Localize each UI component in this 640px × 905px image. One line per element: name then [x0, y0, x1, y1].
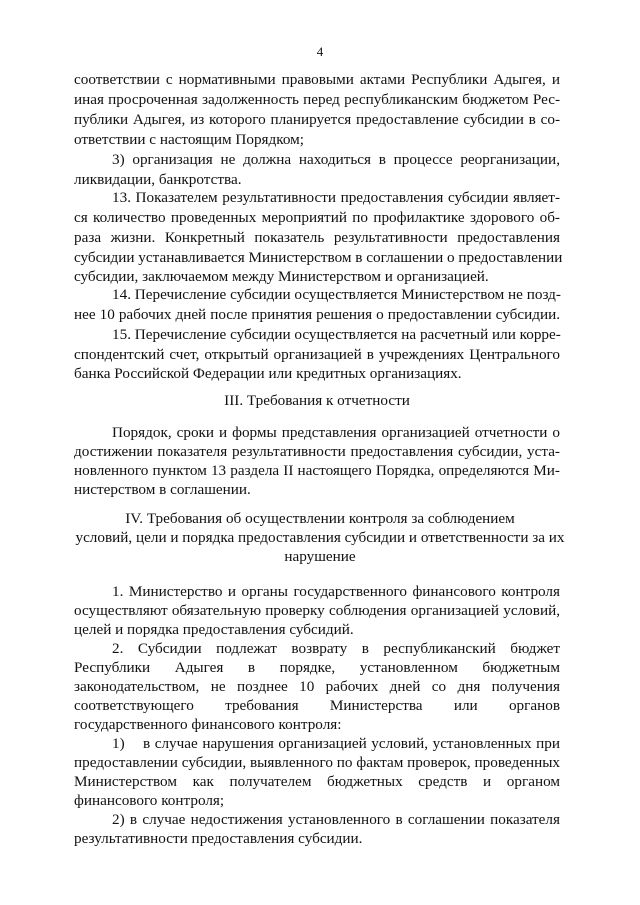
text-line: 1) в случае нарушения организацией условий, установленных при	[112, 735, 560, 752]
text-line: предоставлении субсидии, выявленного по фактам проверок, проведенных	[74, 754, 560, 771]
text-line: иная просроченная задолженность перед республиканским бюджетом Рес-	[74, 91, 560, 108]
text-line: 2. Субсидии подлежат возврату в республиканский бюджет	[112, 640, 560, 657]
text-line: 1. Министерство и органы государственного финансового контроля	[112, 583, 560, 600]
text-line: банка Российской Федерации или кредитных организациях.	[74, 365, 462, 382]
section-heading: IV. Требования об осуществлении контроля за соблюдением	[125, 510, 515, 527]
text-line: нистерством в соглашении.	[74, 481, 251, 498]
text-line: 3) организация не должна находиться в процессе реорганизации,	[112, 151, 560, 168]
text-line: государственного финансового контроля:	[74, 716, 342, 733]
text-line: достижении показателя результативности предоставления субсидии, уста-	[74, 443, 560, 460]
text-line: субсидии, заключаемом между Министерством и организацией.	[74, 268, 489, 285]
text-line: осуществляют обязательную проверку соблюдения организацией условий,	[74, 602, 560, 619]
text-line: Порядок, сроки и формы представления организацией отчетности о	[112, 424, 560, 441]
text-line: соответствующего требования Министерства или органов	[74, 697, 560, 714]
text-line: новленного пунктом 13 раздела II настоящего Порядка, определяются Ми-	[74, 462, 560, 479]
text-line: нее 10 рабочих дней после принятия решения о предоставлении субсидии.	[74, 306, 560, 323]
text-line: ся количество проведенных мероприятий по профилактике здорового об-	[74, 209, 560, 226]
text-line: ответствии с настоящим Порядком;	[74, 131, 304, 148]
text-line: Министерством как получателем бюджетных средств и органом	[74, 773, 560, 790]
text-line: результативности предоставления субсидии.	[74, 830, 363, 847]
text-line: финансового контроля;	[74, 792, 225, 809]
text-line: законодательством, не позднее 10 рабочих дней со дня получения	[74, 678, 560, 695]
text-line: субсидии устанавливается Министерством в соглашении о предоставлении	[74, 249, 563, 266]
text-line: соответствии с нормативными правовыми актами Республики Адыгея, и	[74, 71, 560, 88]
text-line: 14. Перечисление субсидии осуществляется Министерством не позд-	[112, 286, 561, 303]
text-line: раза жизни. Конкретный показатель результативности предоставления	[74, 229, 560, 246]
text-line: Республики Адыгея в порядке, установленном бюджетным	[74, 659, 560, 676]
text-line: публики Адыгея, из которого планируется предоставление субсидии в со-	[74, 111, 560, 128]
text-line: целей и порядка предоставления субсидий.	[74, 621, 354, 638]
text-line: 13. Показателем результативности предоставления субсидии являет-	[112, 189, 560, 206]
text-line: спондентский счет, открытый организацией в учреждениях Центрального	[74, 346, 560, 363]
text-line: 2) в случае недостижения установленного в соглашении показателя	[112, 811, 560, 828]
section-heading: III. Требования к отчетности	[224, 392, 410, 409]
text-line: ликвидации, банкротства.	[74, 171, 242, 188]
section-heading: условий, цели и порядка предоставления субсидии и ответственности за их	[75, 529, 565, 546]
text-line: 15. Перечисление субсидии осуществляется на расчетный или корре-	[112, 326, 561, 343]
section-heading: нарушение	[284, 548, 356, 565]
page-number: 4	[316, 44, 324, 59]
